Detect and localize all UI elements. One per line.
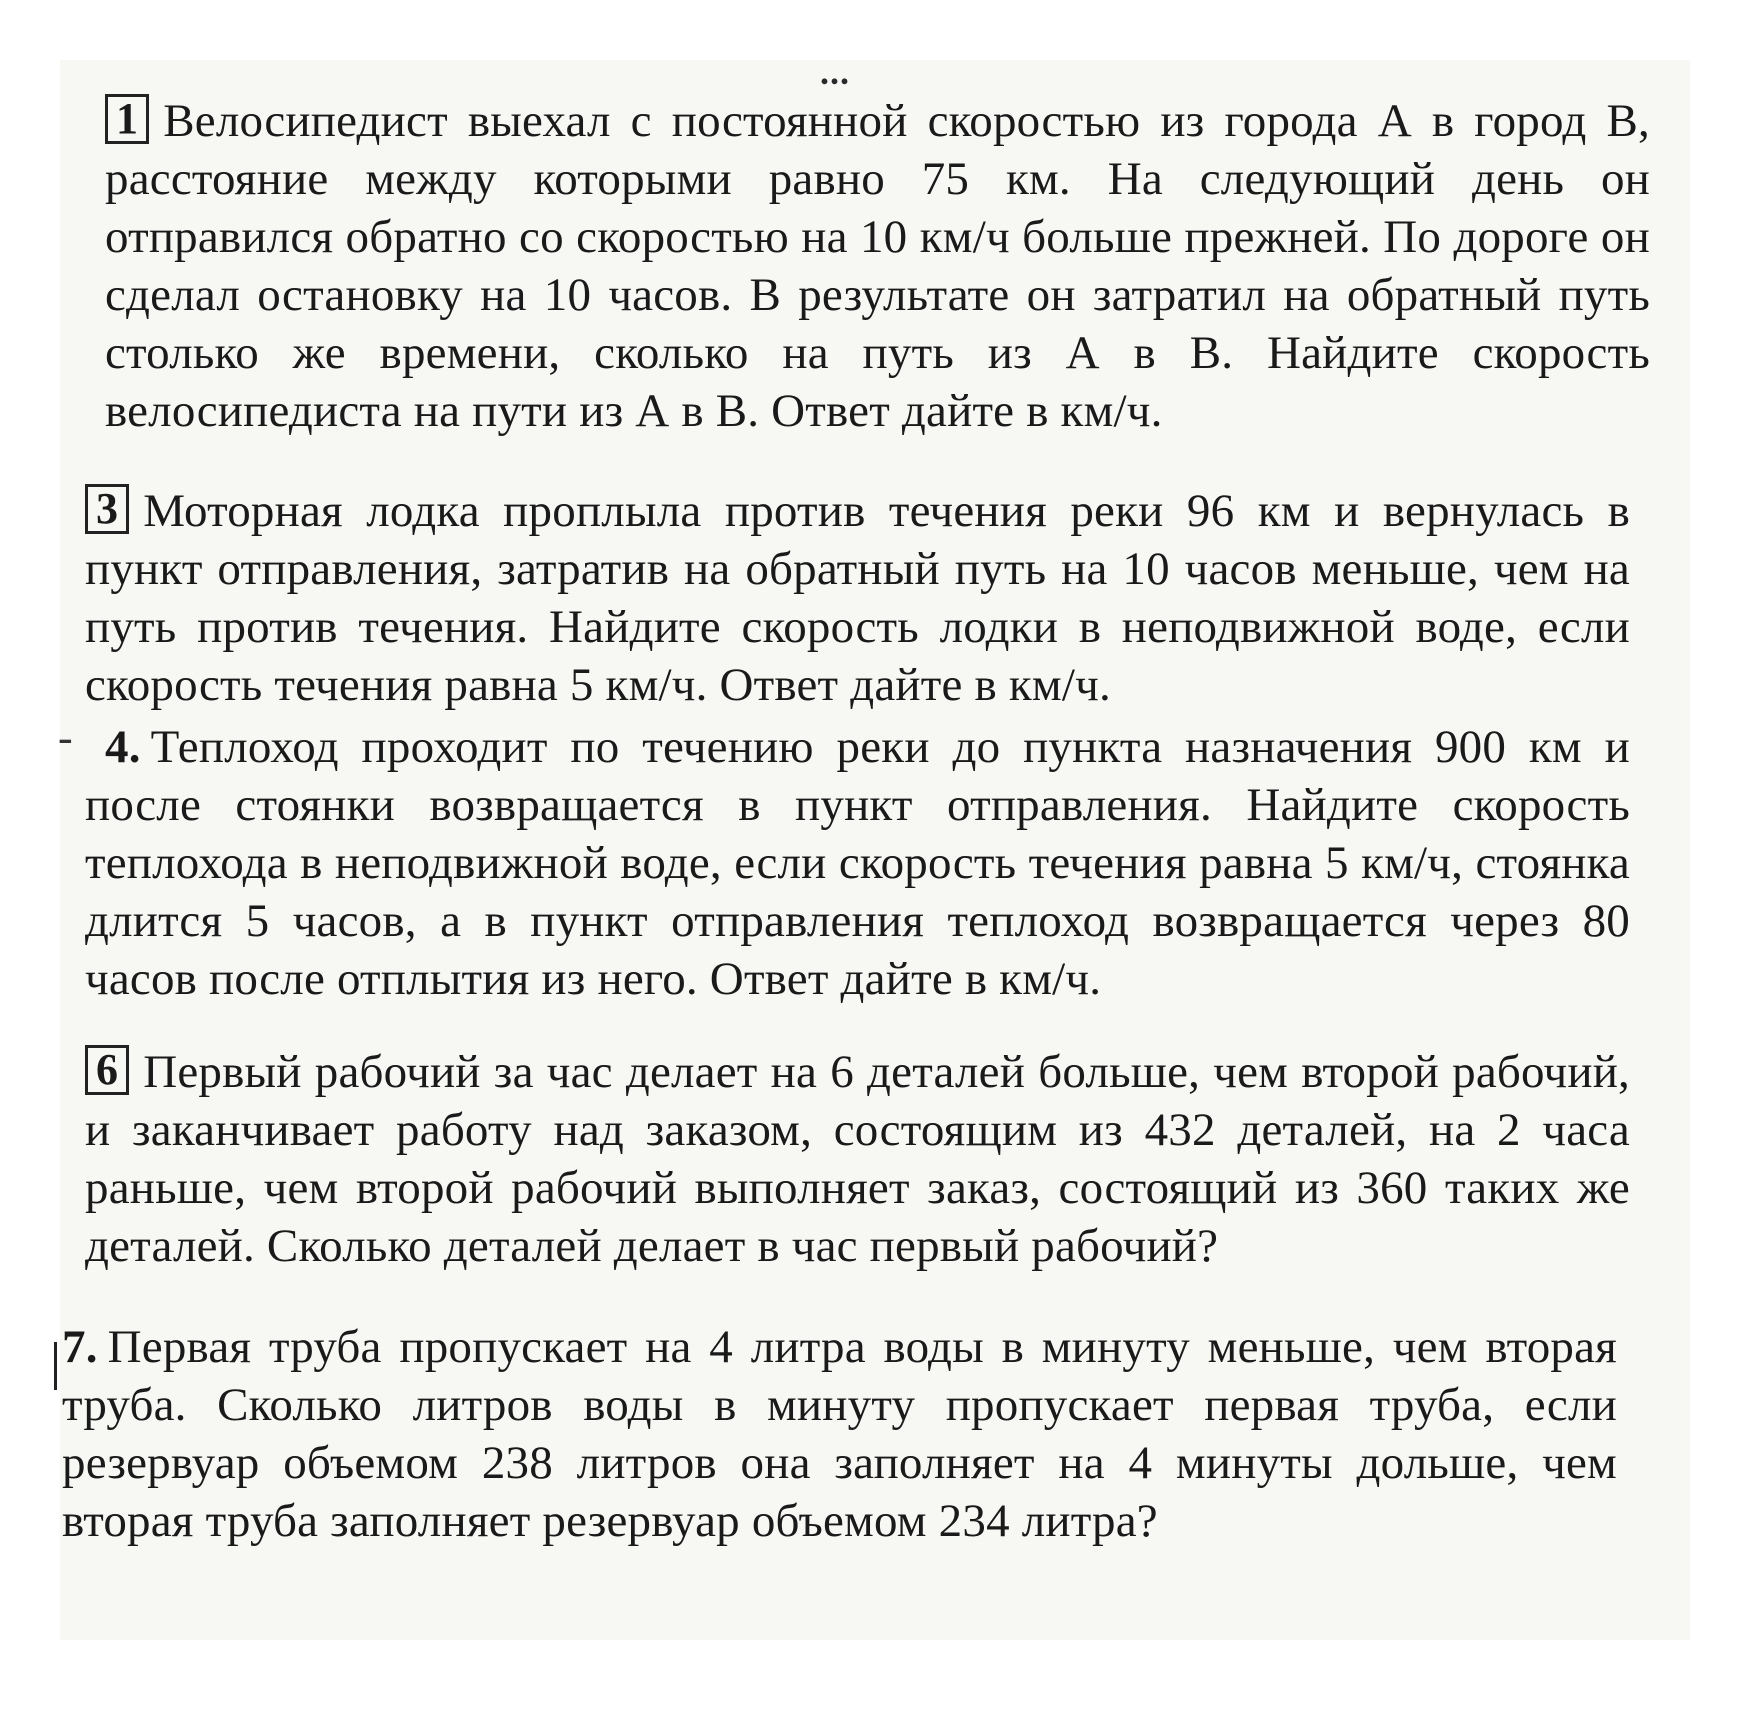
cropped-header-fragment (820, 48, 850, 70)
problem-3 (85, 482, 1630, 714)
problem-number-box: 3 (85, 484, 129, 534)
problem-6 (85, 1043, 1630, 1275)
problem-1 (105, 92, 1650, 440)
problem-text: Теплоход проходит по течению реки до пункта назначения 900 км и после стоянки возвращается в пункт отправления. Найдите скорость теплохода в неподвижной воде, если скорость течения равна 5 км/ч, стоянка длится 5 часов, а в пункт отправления теплоход возвращается через 80 часов после отплытия из него. Ответ дайте в км/ч. (85, 721, 1630, 1005)
problem-7 (62, 1318, 1617, 1550)
problem-text: Велосипедист выехал с постоянной скоростью из города А в город В, расстояние между которыми равно 75 км. На следующий день он отправился обратно со скоростью на 10 км/ч больше прежней. По дороге он сделал остановку на 10 часов. В результате он затратил на обратный путь столько же времени, сколько на путь из А в В. Найдите скорость велосипедиста на пути из А в В. Ответ дайте в км/ч. (105, 95, 1650, 437)
problem-number: 4. (105, 721, 141, 773)
problem-number-box: 6 (85, 1045, 129, 1095)
margin-dash-mark: - (58, 713, 73, 762)
margin-bar-mark (54, 1342, 57, 1390)
problem-text: Первый рабочий за час делает на 6 деталей больше, чем второй рабочий, и заканчивает работу над заказом, состоящим из 432 деталей, на 2 часа раньше, чем второй рабочий выполняет заказ, состоящий из 360 таких же деталей. Сколько деталей делает в час первый рабочий? (85, 1046, 1630, 1272)
problem-text: Первая труба пропускает на 4 литра воды в минуту меньше, чем вторая труба. Сколько литров воды в минуту пропускает первая труба, если резервуар объемом 238 литров она заполняет на 4 минуты дольше, чем вторая труба заполняет резервуар объемом 234 литра? (62, 1321, 1617, 1547)
problem-number-box: 1 (105, 94, 149, 144)
problem-number: 7. (62, 1321, 98, 1373)
problem-4 (85, 718, 1630, 1008)
problem-text: Моторная лодка проплыла против течения реки 96 км и вернулась в пункт отправления, затратив на обратный путь на 10 часов меньше, чем на путь против течения. Найдите скорость лодки в неподвижной воде, если скорость течения равна 5 км/ч. Ответ дайте в км/ч. (85, 485, 1630, 711)
